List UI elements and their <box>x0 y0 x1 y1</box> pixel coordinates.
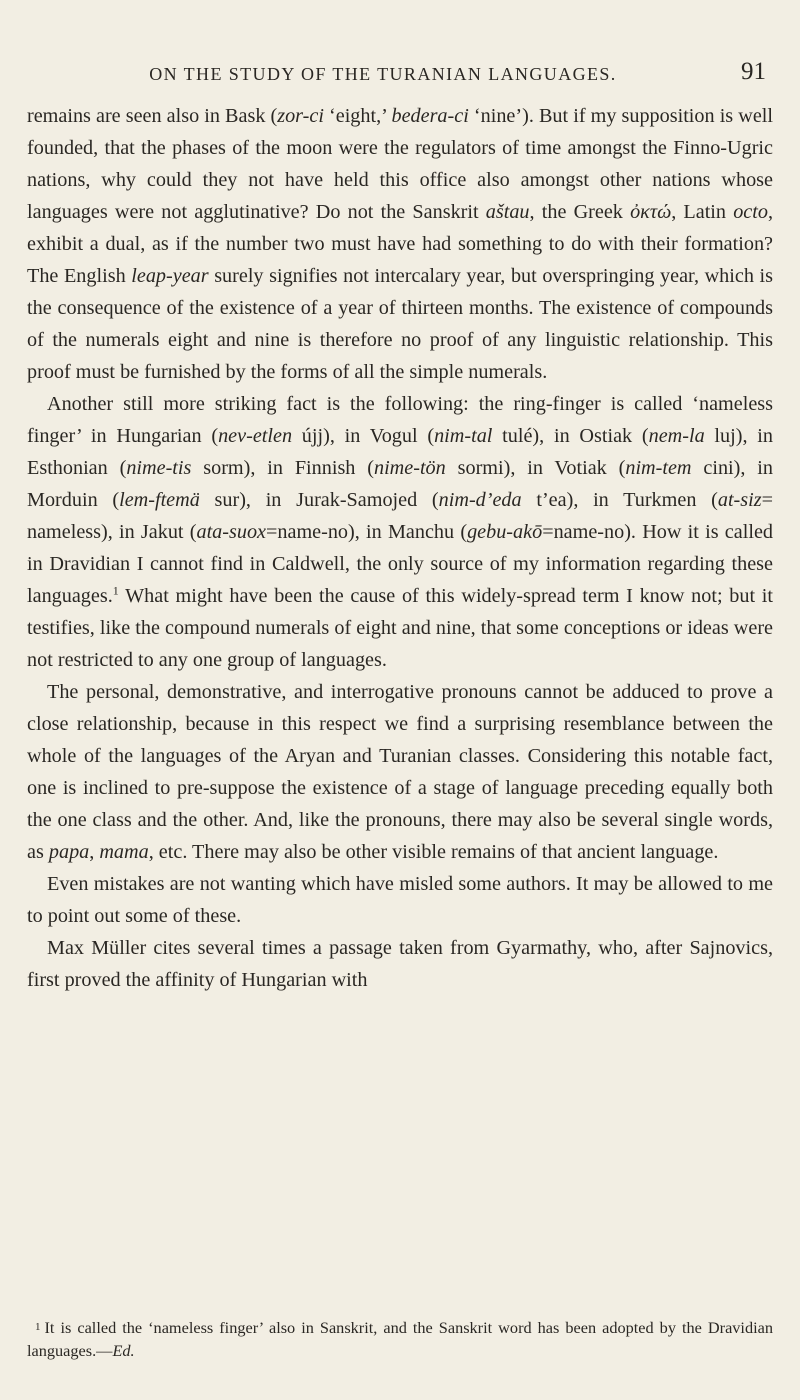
footnote-editor: Ed. <box>112 1341 135 1360</box>
paragraph-3: The personal, demonstrative, and interrogative pronouns cannot be adduced to prove a close relationship, because in this respect we find a surprising resemblance between the whole of the languages of the Aryan and Turanian classes. Considering this notable fact, one is inclined to pre-suppose the existence of a stage of language preceding equally both the one class and the other. And, like the pronouns, there may also be several single words, as papa, mama, etc. There may also be other visible remains of that ancient language. <box>27 681 773 863</box>
footnote-ref[interactable]: 1 <box>112 583 119 598</box>
paragraph-1: remains are seen also in Bask (zor-ci ‘eight,’ bedera-ci ‘nine’). But if my supposition is well founded, that the phases of the moon were the regulators of time amongst the Finno-Ugric nations, why could they not have held this office also amongst other nations whose languages were not agglutinative? Do not the Sanskrit aštau, the Greek ὀκτώ, Latin octo, exhibit a dual, as if the number two must have had something to do with their formation? The English leap-year surely signifies not intercalary year, but overspringing year, which is the consequence of the existence of a year of thirteen months. The existence of compounds of the numerals eight and nine is therefore no proof of any linguistic relationship. This proof must be furnished by the forms of all the simple numerals. <box>27 105 773 383</box>
body-text <box>27 100 773 996</box>
page-header <box>0 58 800 98</box>
footnote-text: It is called the ‘nameless finger’ also in Sanskrit, and the Sanskrit word has been adopted by the Dravidian languages.— <box>27 1318 773 1360</box>
footnote <box>27 1316 773 1362</box>
page-number: 91 <box>741 58 766 85</box>
paragraph-2: Another still more striking fact is the following: the ring-finger is called ‘nameless finger’ in Hungarian (nev-etlen újj), in Vogul (nim-tal tulé), in Ostiak (nem-la luj), in Esthonian (nime-tis sorm), in Finnish (nime-tön sormi), in Votiak (nim-tem cini), in Morduin (lem-ftemä sur), in Jurak-Samojed (nim-d’eda t’ea), in Turkmen (at-siz= nameless), in Jakut (ata-suox=name-no), in Manchu (gebu-akō=name-no). How it is called in Dravidian I cannot find in Caldwell, the only source of my information regarding these languages.$^1$ What might have been the cause of this widely-spread term I know not; but it testifies, like the compound numerals of eight and nine, that some conceptions or ideas were not restricted to any one group of languages. <box>27 393 773 671</box>
paragraph-4: Even mistakes are not wanting which have misled some authors. It may be allowed to me to point out some of these. <box>27 873 773 927</box>
footnote-mark: 1 <box>35 1321 41 1333</box>
paragraph-5: Max Müller cites several times a passage taken from Gyarmathy, who, after Sajnovics, first proved the affinity of Hungarian with <box>27 937 773 991</box>
running-title: ON THE STUDY OF THE TURANIAN LANGUAGES. <box>149 64 617 84</box>
